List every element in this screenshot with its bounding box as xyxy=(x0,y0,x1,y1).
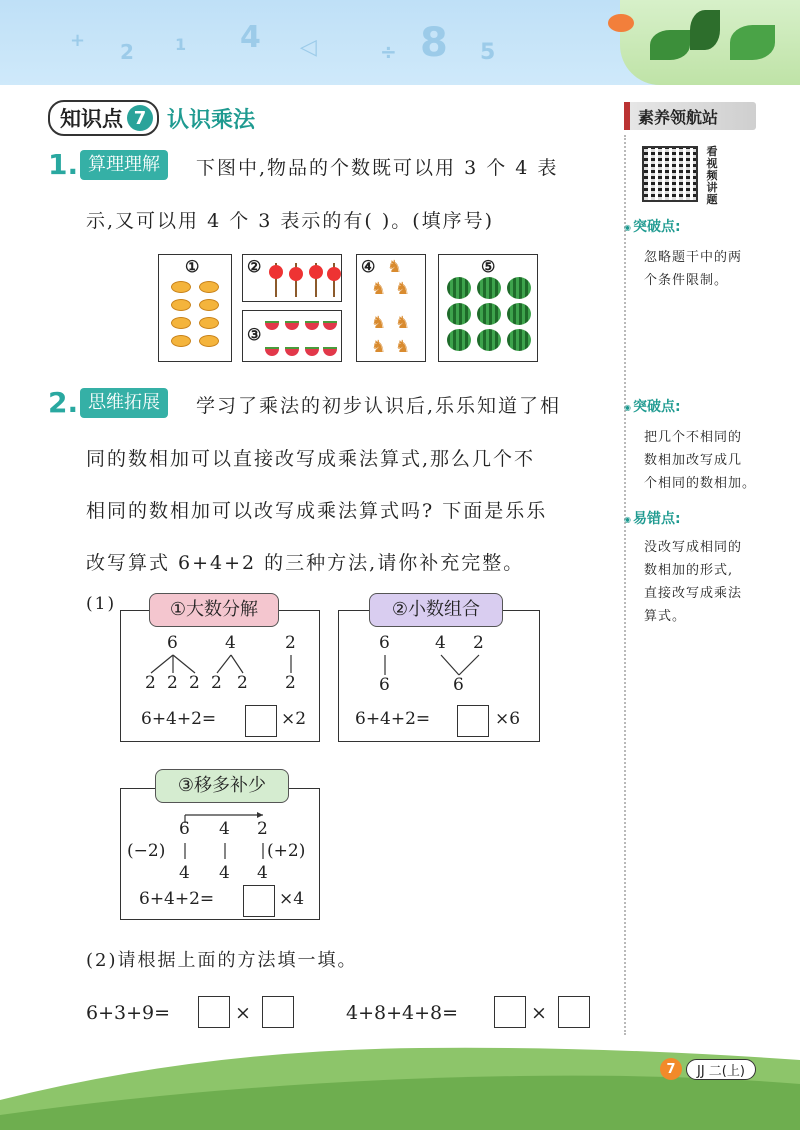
knowledge-point-number: 7 xyxy=(127,105,153,131)
exercise-1-answer-box-1[interactable] xyxy=(198,996,230,1028)
tip-label-3: ◉ 易错点: xyxy=(624,508,681,528)
method-2-top-number: 6 xyxy=(379,633,390,653)
sidebar-title xyxy=(624,102,756,130)
footer-hill-illustration xyxy=(0,1040,800,1130)
question-1-number: 1. xyxy=(48,148,79,181)
method-3-title: ③移多补少 xyxy=(155,769,289,803)
question-1-line-2: 示,又可以用 4 个 3 表示的有( )。(填序号) xyxy=(86,210,495,232)
tip-line: 算式。 xyxy=(644,609,687,624)
page-badge xyxy=(660,1057,756,1081)
method-2-equation: 6+4+2= xyxy=(355,709,431,729)
method-1-top-number: 2 xyxy=(285,633,296,653)
method-2-top-number: 2 xyxy=(473,633,484,653)
method-1-equation: 6+4+2= xyxy=(141,709,217,729)
method-3-side-label: (−2) xyxy=(127,841,166,861)
tip-line: 没改写成相同的 xyxy=(644,540,743,555)
exercise-2-answer-box-2[interactable] xyxy=(558,996,590,1028)
question-2-line-2: 同的数相加可以直接改写成乘法算式,那么几个不 xyxy=(86,448,536,470)
method-3-bottom-number: 4 xyxy=(179,863,190,883)
tip-line: 数相加改写成几 xyxy=(644,453,743,468)
pencil-icon xyxy=(624,102,630,130)
method-1-top-number: 6 xyxy=(167,633,178,653)
question-2-number: 2. xyxy=(48,386,79,419)
method-2-top-number: 4 xyxy=(435,633,446,653)
butterfly-icon xyxy=(608,14,634,32)
picture-4-kangaroos: ④ ♞ ♞ ♞ ♞ ♞ ♞ ♞ xyxy=(356,254,426,362)
picture-3-melons xyxy=(242,310,342,362)
method-2-bottom-number: 6 xyxy=(379,675,390,695)
knowledge-point-label: 知识点 xyxy=(60,107,123,131)
exercise-1-answer-box-2[interactable] xyxy=(262,996,294,1028)
picture-1-mangoes xyxy=(158,254,232,362)
method-1-answer-box[interactable] xyxy=(245,705,277,737)
exercise-2-answer-box-1[interactable] xyxy=(494,996,526,1028)
tip-line: 数相加的形式, xyxy=(644,563,734,578)
exercise-1-expression: 6+3+9= xyxy=(86,1002,171,1024)
method-3-bottom-number: 4 xyxy=(219,863,230,883)
method-1-title: ①大数分解 xyxy=(149,593,279,627)
qr-caption: 看视频讲题 xyxy=(706,145,718,206)
part-1-label: (1) xyxy=(86,594,117,614)
method-1-bottom-number: 2 xyxy=(285,673,296,693)
part-2-label: (2)请根据上面的方法填一填。 xyxy=(86,950,358,971)
method-3-top-number: 6 xyxy=(179,819,190,839)
method-3-answer-box[interactable] xyxy=(243,885,275,917)
method-2-answer-box[interactable] xyxy=(457,705,489,737)
method-2-multiplier: ×6 xyxy=(495,709,521,729)
method-1-bottom-number: 2 xyxy=(167,673,178,693)
tip-line: 个条件限制。 xyxy=(644,273,729,288)
method-2-title: ②小数组合 xyxy=(369,593,503,627)
question-2-line-1: 学习了乘法的初步认识后,乐乐知道了相 xyxy=(196,395,562,417)
header-plant-illustration xyxy=(620,0,800,85)
method-1-multiplier: ×2 xyxy=(281,709,307,729)
question-1-tag: 算理理解 xyxy=(80,150,168,180)
method-1-bottom-number: 2 xyxy=(145,673,156,693)
question-1-line-1: 下图中,物品的个数既可以用 3 个 4 表 xyxy=(196,157,559,179)
sidebar-title-text: 素养领航站 xyxy=(638,107,719,127)
method-1-bottom-number: 2 xyxy=(189,673,200,693)
method-3-side-label: (+2) xyxy=(267,841,306,861)
page-number: 7 xyxy=(660,1058,682,1080)
method-3-bottom-number: 4 xyxy=(257,863,268,883)
method-3-multiplier: ×4 xyxy=(279,889,305,909)
qr-code-icon[interactable] xyxy=(642,146,698,202)
method-1-bottom-number: 2 xyxy=(211,673,222,693)
method-2-box xyxy=(338,599,540,742)
picture-label: ③ xyxy=(247,325,262,344)
knowledge-point-title xyxy=(48,100,255,136)
method-1-bottom-number: 2 xyxy=(237,673,248,693)
tip-label-2: ◉ 突破点: xyxy=(624,396,681,416)
method-3-top-number: 2 xyxy=(257,819,268,839)
knowledge-point-pill xyxy=(48,100,159,136)
tip-line: 直接改写成乘法 xyxy=(644,586,743,601)
picture-label: ⑤ xyxy=(481,257,496,276)
method-3-equation: 6+4+2= xyxy=(139,889,215,909)
header-band: + 2 1 4 ◁ ÷ 8 5 xyxy=(0,0,800,85)
picture-label: ② xyxy=(247,257,262,276)
tip-text-3 xyxy=(644,536,766,628)
question-2-line-4: 改写算式 6+4+2 的三种方法,请你补充完整。 xyxy=(86,552,525,574)
picture-2-skewers xyxy=(242,254,342,302)
sidebar-divider xyxy=(624,135,626,1035)
question-2-tag: 思维拓展 xyxy=(80,388,168,418)
tip-line: 个相同的数相加。 xyxy=(644,476,757,491)
exercise-2-expression: 4+8+4+8= xyxy=(346,1002,459,1024)
method-3-box xyxy=(120,775,320,920)
tip-label-1: ◉ 突破点: xyxy=(624,216,681,236)
method-2-bottom-number: 6 xyxy=(453,675,464,695)
question-2-line-3: 相同的数相加可以改写成乘法算式吗? 下面是乐乐 xyxy=(86,500,548,522)
picture-label: ④ xyxy=(361,257,376,276)
tip-text-1 xyxy=(644,246,766,292)
times-sign: × xyxy=(235,1002,251,1024)
tip-text-2 xyxy=(644,426,766,495)
picture-5-watermelons xyxy=(438,254,538,362)
method-3-top-number: 4 xyxy=(219,819,230,839)
picture-label: ① xyxy=(185,257,200,276)
knowledge-point-name: 认识乘法 xyxy=(167,107,256,133)
tip-line: 忽略题干中的两 xyxy=(644,250,743,265)
method-1-top-number: 4 xyxy=(225,633,236,653)
times-sign: × xyxy=(531,1002,547,1024)
tip-line: 把几个不相同的 xyxy=(644,430,743,445)
book-label: JJ 二(上) xyxy=(686,1059,756,1080)
method-1-box xyxy=(120,599,320,742)
